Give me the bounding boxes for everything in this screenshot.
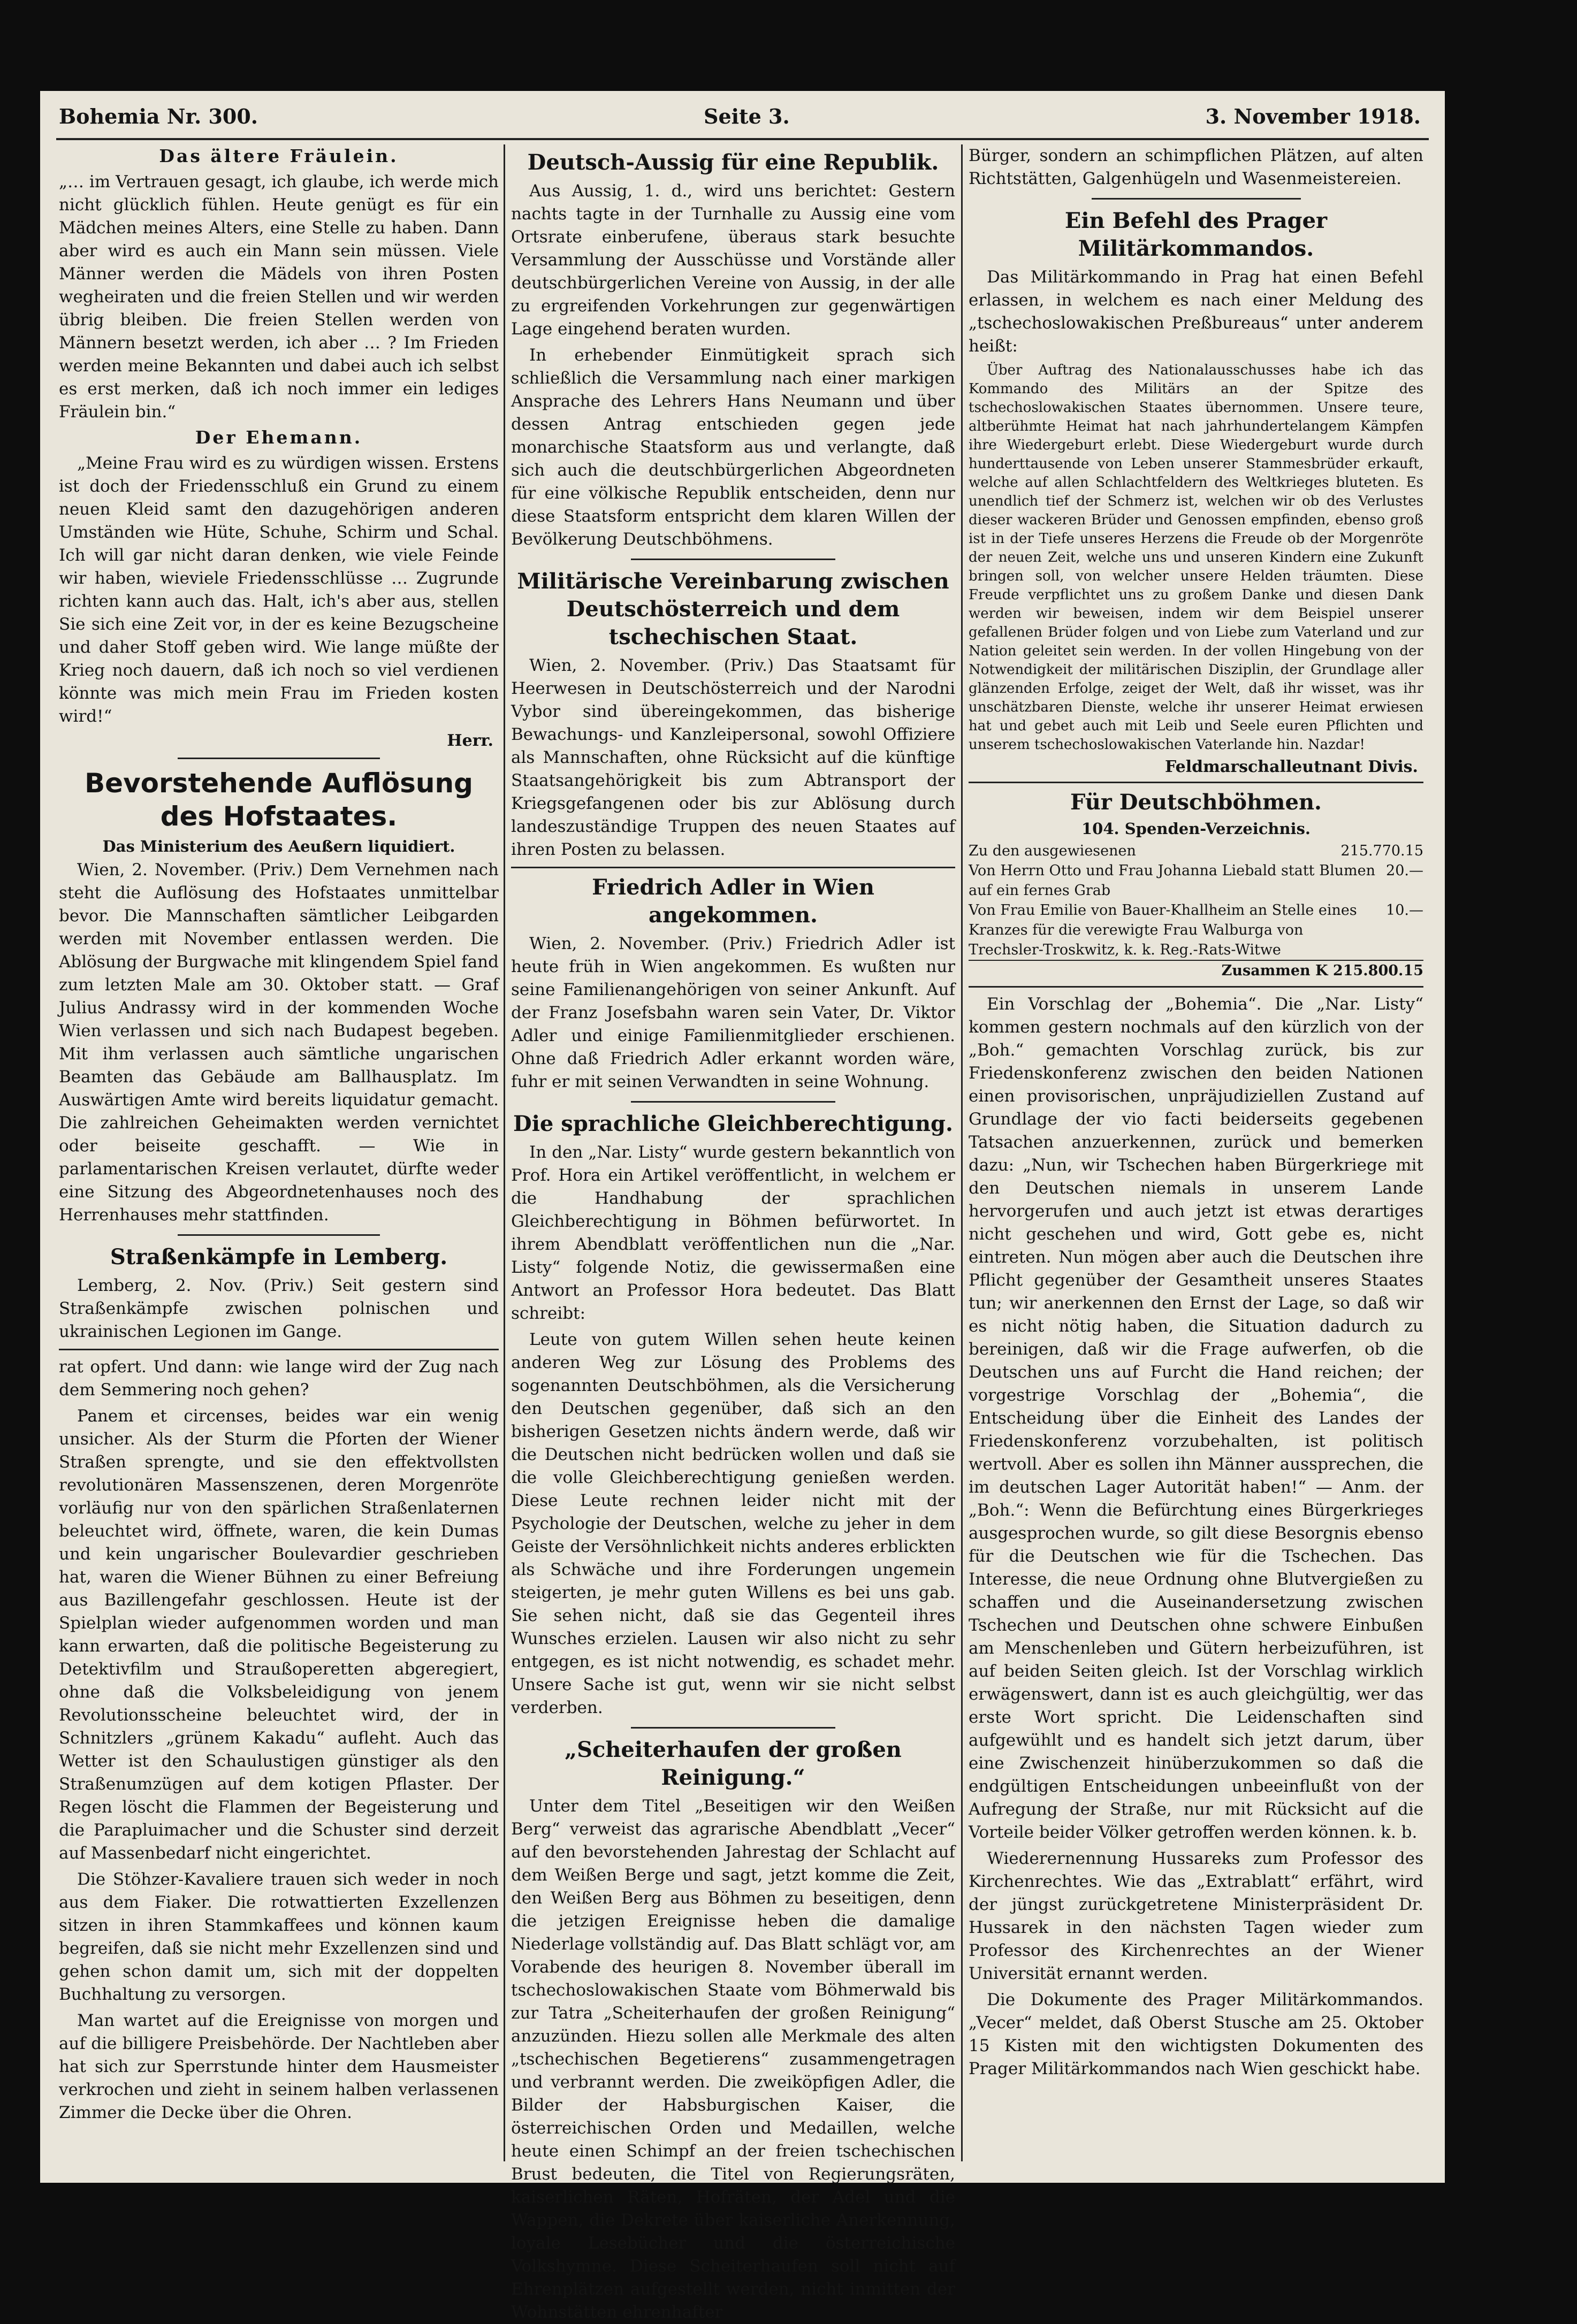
donation-total: Zusammen K 215.800.15 (969, 960, 1423, 981)
section-separator (178, 758, 380, 759)
donation-amount: 20.— (1386, 862, 1423, 879)
article-paragraph: Leute von gutem Willen sehen heute keinen anderen Weg zur Lösung des Problems des sogenannten Deutschböhmen, als die Versicherung den Deutschen gegenüber, daß sich an den bisherigen Gesetzen nichts ändern werde, daß wir die Deutschen nicht bedrücken wollen und daß sie die volle Gleichberechtigung genießen werden. Diese Leute rechnen leider nicht mit der Psychologie der Deutschen, welche zu jeher in dem Geiste der Versöhnlichkeit nichts anderes erblickten als Schwäche und ihre Forderungen ungemein steigerten, je mehr guten Willens es bei uns gab. Sie sehen nicht, daß sie das Gegenteil ihres Wunsches erzielen. Lausen wir also nicht zu sehr entgegen, es ist nicht notwendig, es schadet mehr. Unsere Sache ist gut, wenn wir sie nicht selbst verderben. (511, 1330, 955, 1717)
section-separator (631, 559, 835, 560)
subheadline: 104. Spenden-Verzeichnis. (1081, 820, 1311, 838)
page-header (59, 104, 1426, 136)
headline: Bevorstehende Auflösung des Hofstaates. (85, 768, 473, 832)
donation-label: Zu den ausgewiesenen (969, 843, 1136, 859)
headline: Friedrich Adler in Wien angekommen. (592, 875, 874, 928)
donation-row (969, 861, 1423, 900)
article-paragraph: Die Stöhzer-Kavaliere trauen sich weder in noch aus dem Fiaker. Die rotwattierten Exzellenzen sitzen in ihren Stammkaffees und können kaum begreifen, daß sie nicht mehr Exzellenzen sind und gehen schon damit um, sich mit der doppelten Buchhaltung zu versorgen. (59, 1870, 499, 2004)
section-separator (511, 867, 955, 868)
donation-label: Von Herrn Otto und Frau Johanna Liebald statt Blumen auf ein fernes Grab (969, 862, 1375, 899)
headline: Militärische Vereinbarung zwischen Deutschösterreich und dem tschechischen Staat. (517, 569, 949, 649)
header-rule (56, 138, 1429, 140)
article-paragraph: Wien, 2. November. (Priv.) Das Staatsamt für Heerwesen in Deutschösterreich und der Narodni Vybor sind übereingekommen, das bisherige Bewachungs- und Kanzleipersonal, sowohl Offiziere als Mannschaften, ohne Rücksicht auf die künftige Staatsangehörigkeit bis zum Abtransport der Kriegsgefangenen oder bis zur Ablösung durch landeszuständige Truppen des neuen Staates auf ihren Posten zu belassen. (511, 656, 955, 859)
header-page-number: Seite 3. (704, 104, 790, 128)
section-separator (969, 986, 1423, 988)
article-signature: Herr. (447, 731, 493, 750)
donation-list (969, 841, 1423, 981)
article-signature: Feldmarschalleutnant Divis. (1165, 758, 1418, 776)
article-paragraph: Wien, 2. November. (Priv.) Friedrich Adler ist heute früh in Wien angekommen. Es wußten nur seine Familienangehörigen von seiner Ankunft. Auf der Franz Josefsbahn waren sein Vater, Dr. Viktor Adler und einige Familienmitglieder erschienen. Ohne daß Friedrich Adler erkannt worden wäre, fuhr er mit seinen Verwandten in seine Wohnung. (511, 934, 955, 1091)
column-rule-2 (961, 144, 963, 2161)
article-paragraph: Wien, 2. November. (Priv.) Dem Vernehmen nach steht die Auflösung des Hofstaates unmittelbar bevor. Die Mannschaften sämtlicher Leibgarden werden mit November entlassen werden. Die Ablösung der Burgwache mit klingendem Spiel fand zum letzten Male am 30. Oktober statt. — Graf Julius Andrassy wird in der kommenden Woche Wien verlassen und sich nach Budapest begeben. Mit ihm verlassen auch sämtliche ungarischen Beamten das Gebäude am Ballhausplatz. Im Auswärtigen Amte wird bereits liquidatur gemacht. Die zahlreichen Geheimakten werden vernichtet oder beiseite geschafft. — Wie in parlamentarischen Kreisen verlautet, dürfte weder eine Sitzung des Abgeordnetenhauses noch des Herrenhauses mehr stattfinden. (59, 860, 499, 1225)
article-paragraph: Unter dem Titel „Beseitigen wir den Weißen Berg“ verweist das agrarische Abendblatt „Vecer“ auf den bevorstehenden Jahrestag der Schlacht auf dem Weißen Berge und sagt, jetzt komme die Zeit, den Weißen Berg aus Böhmen zu beseitigen, denn die jetzigen Ereignisse heben die damalige Niederlage vollständig auf. Das Blatt schlägt vor, am Vorabende des heurigen 8. November überall im tschechoslowakischen Staate vom Böhmerwald bis zur Tatra „Scheiterhaufen der großen Reinigung“ anzuzünden. Hiezu sollen alle Merkmale des alten „tschechischen Begetierens“ zusammengetragen und verbrannt werden. Die zweiköpfigen Adler, die Bilder der Habsburgischen Kaiser, die österreichischen Orden und Medaillen, welche heute einen Schimpf an der freien tschechischen Brust bedeuten, die Titel von Regierungsräten, kaiserlichen Räten, Hofräten, der Adel und die Wappen, die Dekrete über kaiserliche Anerkennung, loyale Lesebücher und die österreichische Volkshymne. Diese Scheiterhaufen soll nicht auf Ehrenplätzen aufgestellt werden, nicht inmitten der Wohnstätten ehrenhafter (511, 1796, 955, 2322)
article-paragraph: „Meine Frau wird es zu würdigen wissen. Erstens ist doch der Friedensschluß ein Grund zu einem neuen Kleid samt den dazugehörigen anderen Umständen wie Hüte, Schuhe, Schirm und Schal. Ich will gar nicht daran denken, wie viele Feinde wir haben, wieviele Friedensschlüsse … Zugrunde richten kann auch das. Halt, ich's aber aus, stellen Sie sich eine Zeit vor, in der es keine Bezugscheine und daher Stoff geben wird. Wie lange müßte der Krieg noch dauern, daß ich noch so viel verdienen könnte was mich mein Frau im Frieden kosten wird!“ (59, 454, 499, 726)
article-paragraph: Lemberg, 2. Nov. (Priv.) Seit gestern sind Straßenkämpfe zwischen polnischen und ukrainischen Legionen im Gange. (59, 1276, 499, 1341)
article-title: Der Ehemann. (195, 427, 363, 448)
article-paragraph: In den „Nar. Listy“ wurde gestern bekanntlich von Prof. Hora ein Artikel veröffentlicht, in welchem er die Handhabung der sprachlichen Gleichberechtigung in Böhmen befürwortet. In ihrem Abendblatt veröffentlichen nun die „Nar. Listy“ folgende Notiz, die gewissermaßen eine Antwort an Professor Hora bedeutet. Das Blatt schreibt: (511, 1143, 955, 1323)
donation-amount: 215.770.15 (1340, 843, 1423, 859)
header-date: 3. November 1918. (1205, 104, 1421, 128)
article-paragraph: „… im Vertrauen gesagt, ich glaube, ich werde mich nicht glücklich fühlen. Heute genügt es für ein Mädchen meines Alters, eine Stelle zu haben. Dann aber wird es auch ein Mann sein müssen. Viele Männer werden die Mädels von ihren Posten wegheiraten und die freien Stellen und wir werden übrig bleiben. Die freien Stellen werden von Männern besetzt werden, ich aber … ? Im Frieden werden meine Bekannten und dabei auch ich selbst es erst merken, daß ich noch immer ein lediges Fräulein bin.“ (59, 172, 499, 422)
article-paragraph: Wiederernennung Hussareks zum Professor des Kirchenrechtes. Wie das „Extrablatt“ erfährt, wird der jüngst zurückgetretene Ministerpräsident Dr. Hussarek in den nächsten Tagen wieder zum Professor des Kirchenrechtes an der Wiener Universität ernannt werden. (969, 1849, 1423, 1983)
donation-label: Von Frau Emilie von Bauer-Khallheim an Stelle eines Kranzes für die verewigte Frau Walburga von Trechsler-Troskwitz, k. k. Reg.-Rats-Witwe (969, 902, 1357, 958)
headline: Für Deutschböhmen. (1070, 790, 1322, 815)
column-3 (969, 144, 1423, 2161)
header-issue: Bohemia Nr. 300. (59, 104, 258, 128)
article-paragraph: Aus Aussig, 1. d., wird uns berichtet: Gestern nachts tagte in der Turnhalle zu Aussig eine vom Ortsrate einberufene, überaus stark besuchte Versammlung der Ausschüsse und Vorstände aller deutschbürgerlichen Vereine von Aussig, in der alle zu ergreifenden Vorkehrungen zur gegenwärtigen Lage eingehend beraten wurden. (511, 181, 955, 339)
donation-row (969, 900, 1423, 960)
newspaper-page (40, 91, 1445, 2322)
subheadline: Das Ministerium des Aeußern liquidiert. (102, 837, 455, 855)
section-separator (631, 1727, 835, 1729)
headline: „Scheiterhaufen der großen Reinigung.“ (565, 1737, 902, 1790)
section-separator (59, 1349, 499, 1350)
section-separator (178, 1234, 380, 1236)
article-paragraph: In erhebender Einmütigkeit sprach sich schließlich die Versammlung nach einer markigen Ansprache des Lehrers Hans Neumann und über dessen Antrag entschieden gegen jede monarchische Staatsform aus und verlangte, daß sich auch die deutschbürgerlichen Abgeordneten für eine völkische Republik entscheiden, denn nur diese Staatsform entspricht dem klaren Willen der Bevölkerung Deutschböhmens. (511, 346, 955, 549)
column-2 (511, 144, 955, 2322)
headline: Deutsch-Aussig für eine Republik. (527, 150, 939, 175)
section-separator (1092, 198, 1301, 200)
article-paragraph: Das Militärkommando in Prag hat einen Befehl erlassen, in welchem es nach einer Meldung des „tschechoslowakischen Preßbureaus“ unter anderem heißt: (969, 267, 1423, 356)
article-paragraph: Panem et circenses, beides war ein wenig unsicher. Als der Sturm die Pforten der Wiener Straßen sprengte, und sie den effektvollsten revolutionären Massenszenen, deren Morgenröte vorläufig nur von den spärlichen Straßenlaternen beleuchtet wird, öffnete, waren, die kein Dumas und kein ungarischer Boulevardier geschrieben hat, waren die Wiener Bühnen zu einer Befreiung aus Bazillengefahr geschlossen. Heute ist der Spielplan wieder aufgenommen worden und man kann erwarten, daß die politische Begeisterung zu Detektivfilm und Straußoperetten abgeregiert, ohne daß die Volksbeleidigung von jenem Revolutionsscheine beleuchtet wird, der in Schnitzlers „grünem Kakadu“ aufleht. Auch das Wetter ist den Schaulustigen günstiger als den Straßenumzügen auf dem kotigen Pflaster. Der Regen löscht die Flammen der Begeisterung und die Parapluimacher und die Schuster sind derzeit auf Massenbedarf nicht eingerichtet. (59, 1406, 499, 1863)
headline: Ein Befehl des Prager Militärkommandos. (1064, 208, 1328, 261)
section-separator (969, 782, 1423, 783)
donation-amount: 10.— (1386, 902, 1423, 919)
article-paragraph: Man wartet auf die Ereignisse von morgen und auf die billigere Preisbehörde. Der Nachtleben aber hat sich zur Sperrstunde hinter dem Hausmeister verkrochen und zieht in seinem halben verlassenen Zimmer die Decke über die Ohren. (59, 2011, 499, 2122)
donation-row (969, 841, 1423, 861)
article-paragraph: rat opfert. Und dann: wie lange wird der Zug nach dem Semmering noch gehen? (59, 1357, 499, 1400)
article-paragraph: Die Dokumente des Prager Militärkommandos. „Vecer“ meldet, daß Oberst Stusche am 25. Oktober 15 Kisten mit den wichtigsten Dokumenten des Prager Militärkommandos nach Wien geschickt habe. (969, 1990, 1423, 2078)
column-1 (59, 144, 499, 2161)
headline: Straßenkämpfe in Lemberg. (110, 1244, 448, 1270)
section-separator (631, 1101, 835, 1103)
headline: Die sprachliche Gleichberechtigung. (513, 1111, 953, 1136)
article-paragraph: Ein Vorschlag der „Bohemia“. Die „Nar. Listy“ kommen gestern nochmals auf den kürzlich von der „Boh.“ gemachten Vorschlag zurück, bis zur Friedenskonferenz zwischen den beiden Nationen einen provisorischen, unpräjudiziellen Zustand auf Grundlage der vio facti beiderseits gegebenen Tatsachen anzuerkennen, zurück und bemerken dazu: „Nun, wir Tschechen haben Bürgerkriege mit den Deutschen niemals in unserem Lande hervorgerufen und auch jetzt ist etwas derartiges nicht geschehen und wird, Gott gebe es, nicht eintreten. Nun mögen aber auch die Deutschen ihre Pflicht gegenüber der Gesamtheit unseres Staates tun; wir anerkennen den Ernst der Lage, so daß wir es nicht nötig haben, die Situation dadurch zu bereinigen, daß wir die Frage aufwerfen, ob die Deutschen uns auf Furcht die Hand reichen; der vorgestrige Vorschlag der „Bohemia“, die Entscheidung über die Einheit des Landes der Friedenskonferenz vorzubehalten, ist politisch wertvoll. Aber es sollen ihn Männer aussprechen, die im deutschen Lager Autorität haben!“ — Anm. der „Boh.“: Wenn die Befürchtung eines Bürgerkrieges ausgesprochen wurde, so gilt diese Besorgnis ebenso für die Deutschen wie für die Tschechen. Das Interesse, die neue Ordnung ohne Blutvergießen zu schaffen und die Auseinandersetzung zwischen Tschechen und Deutschen ohne schwere Einbußen am Menschenleben und Gütern herbeizuführen, ist auf beiden Seiten gleich. Ist der Vorschlag wirklich erwägenswert, dann ist es auch gleichgültig, wer das erste Wort spricht. Die Leidenschaften sind aufgewühlt und es handelt sich jetzt darum, über eine Zwischenzeit hinüberzukommen so daß die endgültigen Entscheidungen unbeeinflußt von der Aufregung der Straße, nur mit Rücksicht auf die Vorteile beider Völker getroffen werden können. k. b. (969, 995, 1423, 1842)
column-rule-1 (504, 144, 505, 2161)
article-paragraph: Über Auftrag des Nationalausschusses habe ich das Kommando des Militärs an der Spitze des tschechoslowakischen Staates übernommen. Unsere teure, altberühmte Heimat hat nach jahrhundertelangem Kämpfen ihre Wiedergeburt erlebt. Diese Wiedergeburt wurde durch hunderttausende von Leben unserer Stammesbrüder erkauft, welche auf allen Schlachtfeldern des Weltkrieges bluteten. Es unendlich tief der Schmerz ist, welchen wir ob des Verlustes dieser wackeren Brüder und Genossen empfinden, ebenso groß ist in der Tiefe unseres Herzens die Freude ob der Morgenröte der neuen Zeit, welche uns und unseren Kindern eine Zukunft bringen soll, von welcher unsere Helden träumten. Diese Freude verpflichtet uns zu großem Danke und diesen Dank werden wir beweisen, indem wir dem Beispiel unserer gefallenen Brüder folgen und von Liebe zum Vaterland und zur Nation geleitet sein werden. In der vollen Hingebung von der Notwendigkeit der militärischen Disziplin, der Grundlage aller glänzenden Erfolge, zeiget der Welt, daß ihr wisset, was ihr unschätzbaren Dienste, welche ihr unserer Heimat erwiesen hat und gebet auch mit Leib und Seele euren Pflichten und unserem tschechoslowakischen Vaterlande hin. Nazdar! (969, 362, 1423, 753)
article-paragraph: Bürger, sondern an schimpflichen Plätzen, auf alten Richtstätten, Galgenhügeln und Wasenmeistereien. (969, 146, 1423, 188)
article-title: Das ältere Fräulein. (159, 146, 399, 166)
